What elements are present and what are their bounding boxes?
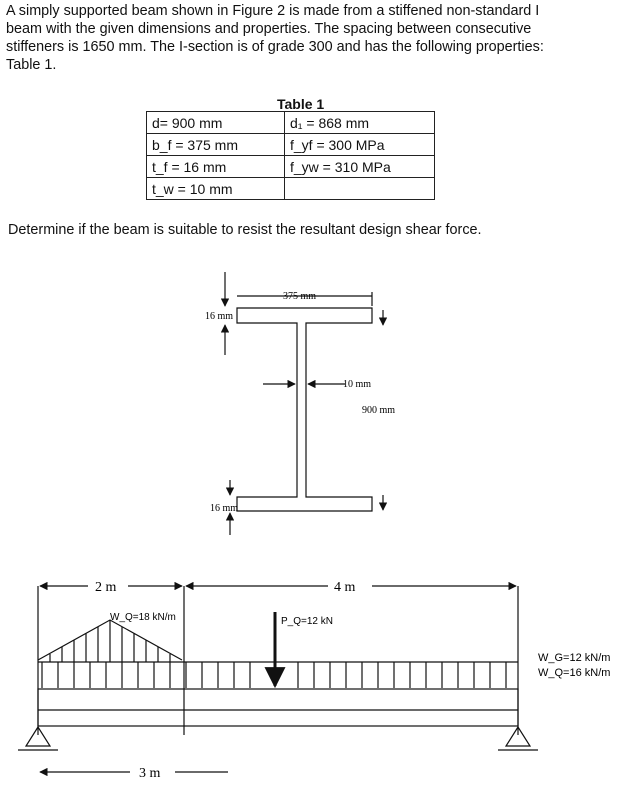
web-label: 10 mm (343, 379, 372, 390)
table-cell: d= 900 mm (147, 112, 285, 134)
span-3m-label: 3 m (139, 766, 161, 781)
point-load-label: P_Q=12 kN (281, 616, 333, 627)
span-2m-label: 2 m (95, 580, 117, 595)
intro-line-3: stiffeners is 1650 mm. The I-section is of grade 300 and has the following properties: (6, 39, 544, 55)
intro-line-4: Table 1. (6, 57, 57, 73)
depth-label: 900 mm (362, 405, 396, 416)
table-title: Table 1 (277, 96, 325, 112)
intro-line-1: A simply supported beam shown in Figure 2 is made from a stiffened non-standard I (6, 3, 540, 19)
wg-label: W_G=12 kN/m (538, 652, 611, 664)
table-cell: t_f = 16 mm (147, 156, 285, 178)
beam-body (38, 689, 518, 726)
span-4m-label: 4 m (334, 580, 356, 595)
bottom-flange-label: 16 mm (210, 503, 239, 514)
intro-line-2: beam with the given dimensions and properties. The spacing between consecutive (6, 21, 532, 37)
top-flange-label: 16 mm (205, 311, 234, 322)
table-cell: f_yf = 300 MPa (285, 134, 435, 156)
i-section-outline (237, 308, 372, 511)
i-section-figure (225, 272, 383, 535)
wq-triangle-label: W_Q=18 kN/m (110, 612, 176, 623)
beam-figure (18, 586, 538, 772)
table-cell: t_w = 10 mm (147, 178, 285, 200)
table-cell: b_f = 375 mm (147, 134, 285, 156)
wq-label: W_Q=16 kN/m (538, 667, 611, 679)
table-cell: d₁ = 868 mm (285, 112, 435, 134)
triangular-load-arrows (50, 620, 170, 662)
table-cell: f_yw = 310 MPa (285, 156, 435, 178)
flange-width-label: 375 mm (283, 291, 317, 302)
question-text: Determine if the beam is suitable to resist the resultant design shear force. (8, 222, 482, 238)
